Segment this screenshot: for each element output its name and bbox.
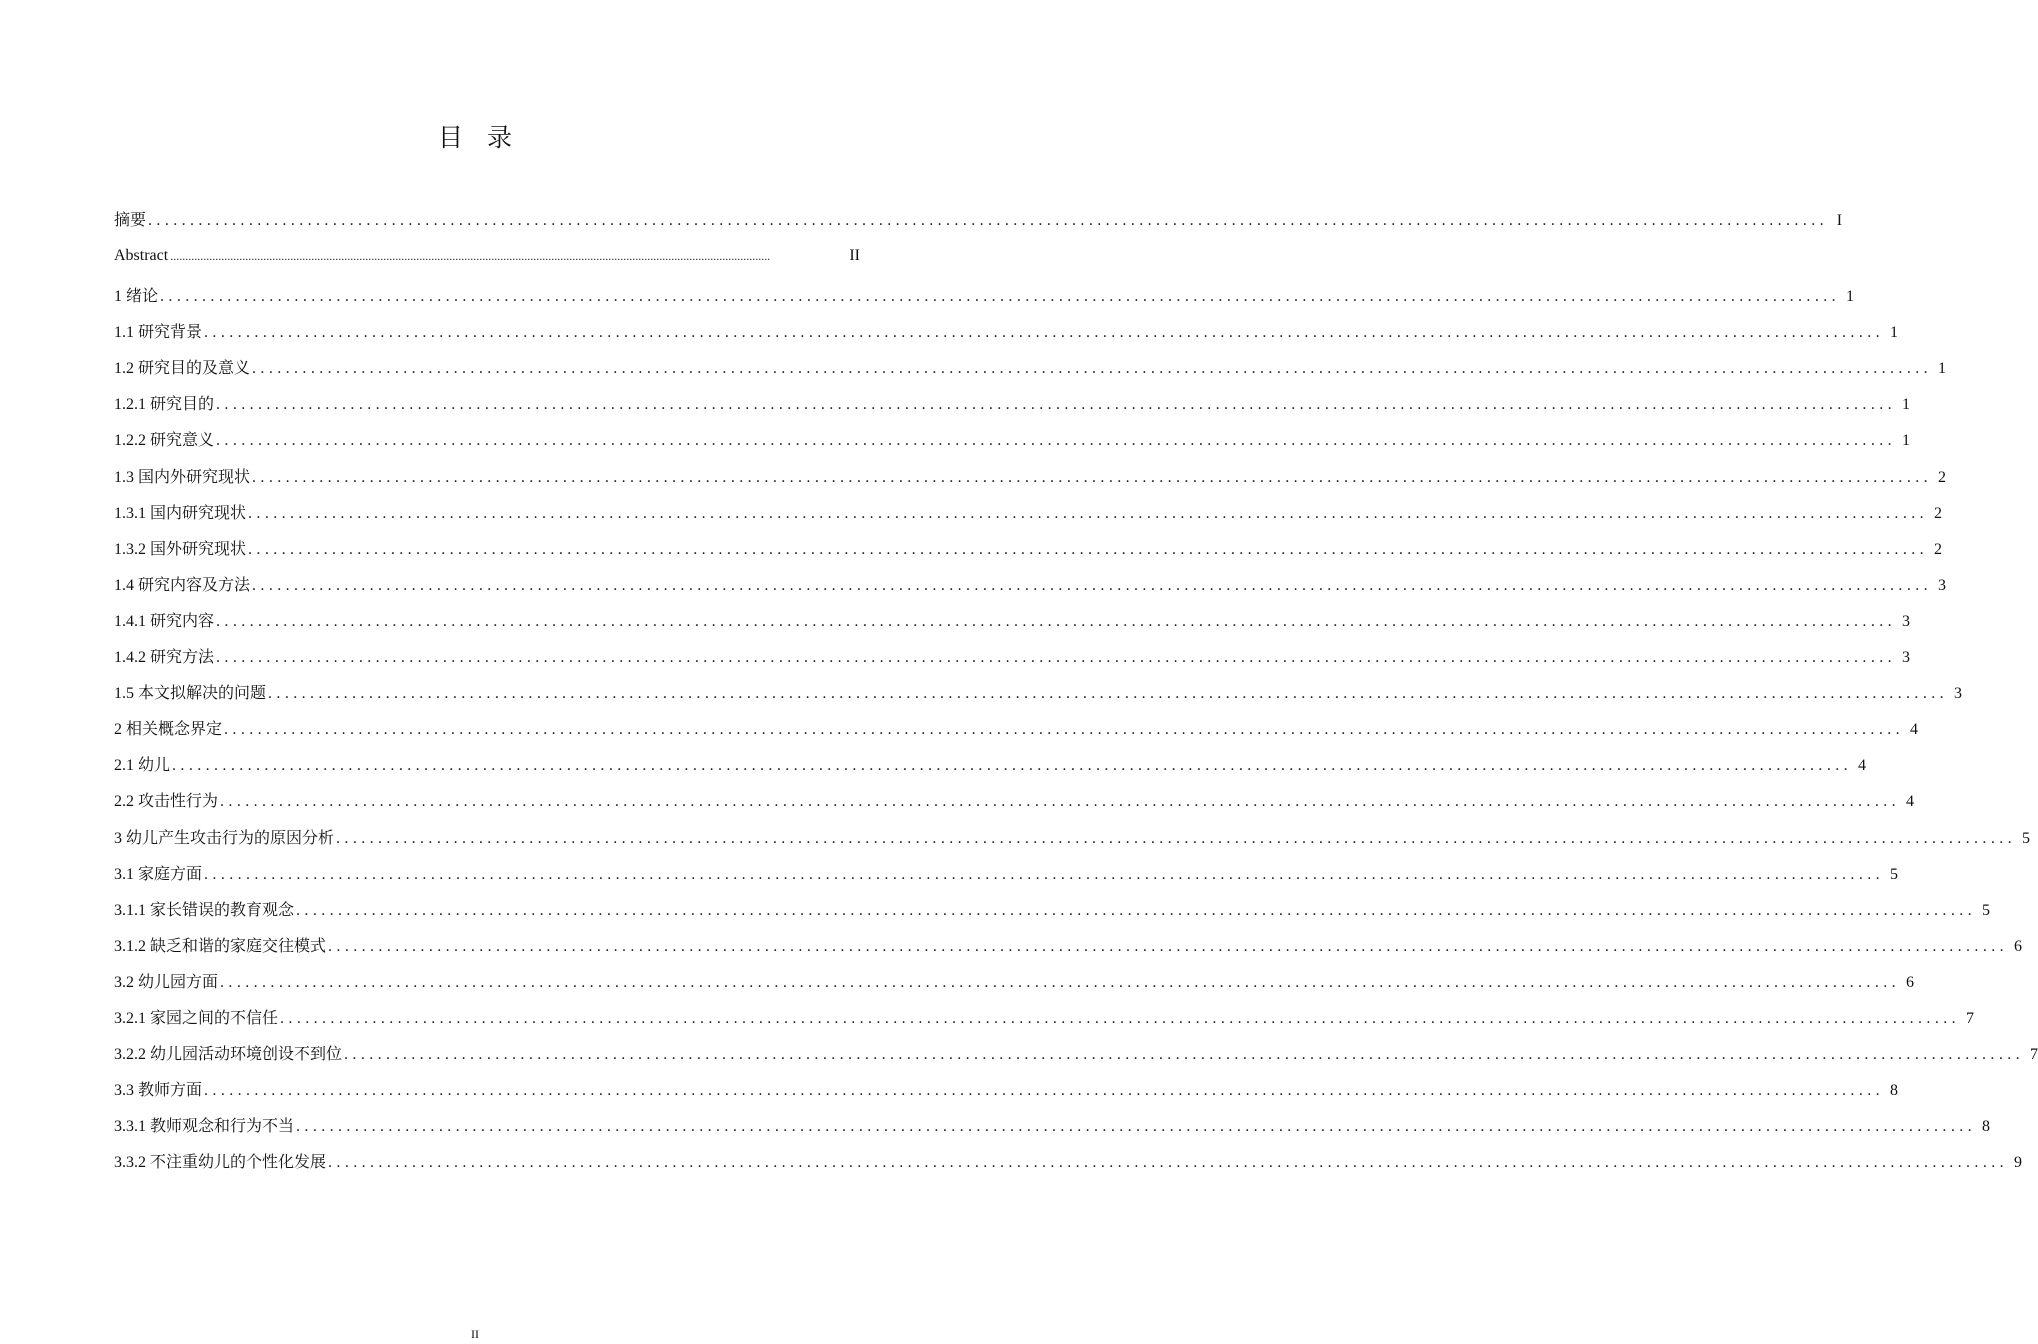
table-of-contents: [114, 207, 2038, 1185]
toc-entry-page: 4: [1906, 793, 1915, 811]
toc-entry-label: 1.2 研究目的及意义: [114, 360, 251, 378]
toc-entry-page: 3: [1902, 649, 1911, 667]
toc-entry-label: 1.4.2 研究方法: [114, 649, 215, 667]
toc-entry[interactable]: [114, 572, 1947, 608]
toc-entry-label: 1.2.2 研究意义: [114, 432, 215, 450]
toc-dot-leader: ........................................................................................................................................................................................................: [216, 612, 1897, 630]
toc-entry-label: 摘要: [114, 212, 147, 229]
toc-entry-label: 2.1 幼儿: [114, 757, 171, 775]
toc-entry-page: 6: [2014, 937, 2023, 955]
toc-dot-leader: ........................................................................................................................................................................................................: [160, 288, 1841, 306]
toc-entry-page: 5: [1982, 901, 1991, 919]
toc-entry[interactable]: [114, 825, 2031, 861]
toc-entry-page: II: [849, 247, 860, 264]
toc-dot-leader: ........................................................................................................................................................................................................: [172, 757, 1853, 775]
toc-entry-page: 1: [1890, 324, 1899, 342]
toc-entry-label: 3.3.2 不注重幼儿的个性化发展: [114, 1154, 327, 1172]
toc-entry-page: 8: [1982, 1118, 1991, 1136]
toc-entry-label: 1.5 本文拟解决的问题: [114, 685, 267, 703]
toc-entry-label: 3.3 教师方面: [114, 1082, 203, 1100]
toc-dot-leader: ........................................................................................................................................................................................................: [220, 793, 1901, 811]
toc-entry-page: 4: [1858, 757, 1867, 775]
toc-entry-page: 1: [1902, 396, 1911, 414]
toc-entry-page: 7: [2030, 1046, 2038, 1064]
toc-entry-label: 1.1 研究背景: [114, 324, 203, 342]
toc-entry-label: 1.3 国内外研究现状: [114, 468, 251, 486]
toc-entry-page: 4: [1910, 721, 1919, 739]
toc-dot-leader: ........................................................................................................................................................................................................: [296, 901, 1977, 919]
toc-entry[interactable]: [114, 1149, 2023, 1185]
toc-entry-page: 7: [1966, 1009, 1975, 1027]
toc-entry[interactable]: [114, 319, 1899, 355]
toc-entry-label: 2 相关概念界定: [114, 721, 223, 739]
toc-entry[interactable]: [114, 608, 1911, 644]
toc-entry-page: 6: [1906, 973, 1915, 991]
toc-dot-leader: ........................................................................................................................................................................................................: [252, 468, 1933, 486]
toc-entry[interactable]: [114, 861, 1899, 897]
toc-entry-label: 3.2.2 幼儿园活动环境创设不到位: [114, 1046, 343, 1064]
toc-entry[interactable]: [114, 680, 1963, 716]
toc-entry-label: 2.2 攻击性行为: [114, 793, 219, 811]
toc-entry[interactable]: [114, 464, 1947, 500]
toc-entry-label: 1.3.1 国内研究现状: [114, 504, 247, 522]
toc-entry[interactable]: [114, 1041, 2038, 1077]
toc-dot-leader: ........................................................................................................................................................................................................: [252, 360, 1933, 378]
toc-dot-leader: ........................................................................................................................................................................................................: [248, 504, 1929, 522]
toc-dot-leader: ........................................................................................................................................................................................................: [344, 1046, 2025, 1064]
toc-entry-label: 3 幼儿产生攻击行为的原因分析: [114, 829, 335, 847]
toc-entry[interactable]: [114, 897, 1991, 933]
toc-entry-label: 1.2.1 研究目的: [114, 396, 215, 414]
toc-entry-label: 1.4.1 研究内容: [114, 612, 215, 630]
toc-dot-leader: ........................................................................................................................................................................................................: [204, 865, 1885, 883]
toc-entry-label: Abstract: [114, 247, 169, 264]
toc-entry-page: 9: [2014, 1154, 2023, 1172]
toc-dot-leader: ........................................................................................................................................................................................................: [336, 829, 2017, 847]
toc-entry-page: 5: [2022, 829, 2031, 847]
toc-entry-page: 1: [1938, 360, 1947, 378]
toc-dot-leader: ........................................................................................................................................................................................................: [204, 1082, 1885, 1100]
toc-entry-page: 5: [1890, 865, 1899, 883]
toc-dot-leader: ........................................................................................................................................................................................................: [328, 937, 2009, 955]
toc-entry-label: 1 绪论: [114, 288, 159, 306]
toc-entry-page: 3: [1902, 612, 1911, 630]
toc-entry-label: 3.3.1 教师观念和行为不当: [114, 1118, 295, 1136]
toc-entry[interactable]: [114, 644, 1911, 680]
toc-entry-page: 3: [1938, 576, 1947, 594]
toc-entry[interactable]: [114, 1077, 1899, 1113]
toc-dot-leader: ........................................................................................................................................................................................................: [216, 649, 1897, 667]
toc-entry-page: 1: [1902, 432, 1911, 450]
toc-entry[interactable]: [114, 207, 1843, 247]
toc-entry-label: 3.1 家庭方面: [114, 865, 203, 883]
toc-entry[interactable]: [114, 283, 1855, 319]
toc-entry[interactable]: [114, 752, 1867, 788]
toc-entry[interactable]: [114, 391, 1911, 427]
toc-entry-label: 3.1.1 家长错误的教育观念: [114, 901, 295, 919]
toc-entry-page: I: [1836, 212, 1843, 229]
toc-dot-leader: ........................................................................................................................................................................................................: [252, 576, 1933, 594]
toc-dot-leader: ........................................................................................................................................................................................................: [248, 540, 1929, 558]
toc-entry-label: 3.2 幼儿园方面: [114, 973, 219, 991]
toc-entry[interactable]: [114, 933, 2023, 969]
toc-entry[interactable]: [114, 1005, 1975, 1041]
toc-entry-page: 2: [1938, 468, 1947, 486]
toc-dot-leader: ........................................................................................................................................................................................................: [268, 685, 1949, 703]
toc-entry[interactable]: [114, 536, 1943, 572]
toc-entry-label: 3.1.2 缺乏和谐的家庭交往模式: [114, 937, 327, 955]
toc-entry[interactable]: [114, 427, 1911, 463]
page-number: II: [471, 1327, 479, 1341]
toc-dot-leader: ........................................................................................................................................................................................................: [280, 1009, 1961, 1027]
toc-entry[interactable]: [114, 788, 1915, 824]
toc-dot-leader: ........................................................................................................................................................................................................: [216, 396, 1897, 414]
toc-dot-leader: ........................................................................................................................................................................................................: [216, 432, 1897, 450]
toc-entry-label: 1.3.2 国外研究现状: [114, 540, 247, 558]
toc-entry-page: 2: [1934, 540, 1943, 558]
toc-entry[interactable]: [114, 355, 1947, 391]
toc-dot-leader: ........................................................................................................................................................................................................: [148, 212, 1829, 229]
toc-dot-leader: ........................................................................................................................................................................................................: [296, 1118, 1977, 1136]
toc-entry[interactable]: [114, 247, 860, 283]
page-title: 目录: [437, 123, 536, 152]
toc-dot-leader: ........................................................................................................................................................................................................: [328, 1154, 2009, 1172]
toc-entry[interactable]: [114, 1113, 1991, 1149]
toc-dot-leader: ........................................................................................................................................................................................................: [204, 324, 1885, 342]
toc-entry[interactable]: [114, 716, 1919, 752]
toc-entry-page: 3: [1954, 685, 1963, 703]
toc-dot-leader: ........................................................................................................................................................................................................: [220, 973, 1901, 991]
toc-dot-leader: ........................................................................................................................................................................................................: [224, 721, 1905, 739]
toc-dot-leader: ........................................................................................................................................................................................................: [170, 249, 771, 263]
toc-entry[interactable]: [114, 500, 1943, 536]
toc-entry-page: 8: [1890, 1082, 1899, 1100]
toc-entry-label: 3.2.1 家园之间的不信任: [114, 1009, 279, 1027]
toc-entry-page: 2: [1934, 504, 1943, 522]
toc-entry-label: 1.4 研究内容及方法: [114, 576, 251, 594]
toc-entry[interactable]: [114, 969, 1915, 1005]
toc-entry-page: 1: [1846, 288, 1855, 306]
